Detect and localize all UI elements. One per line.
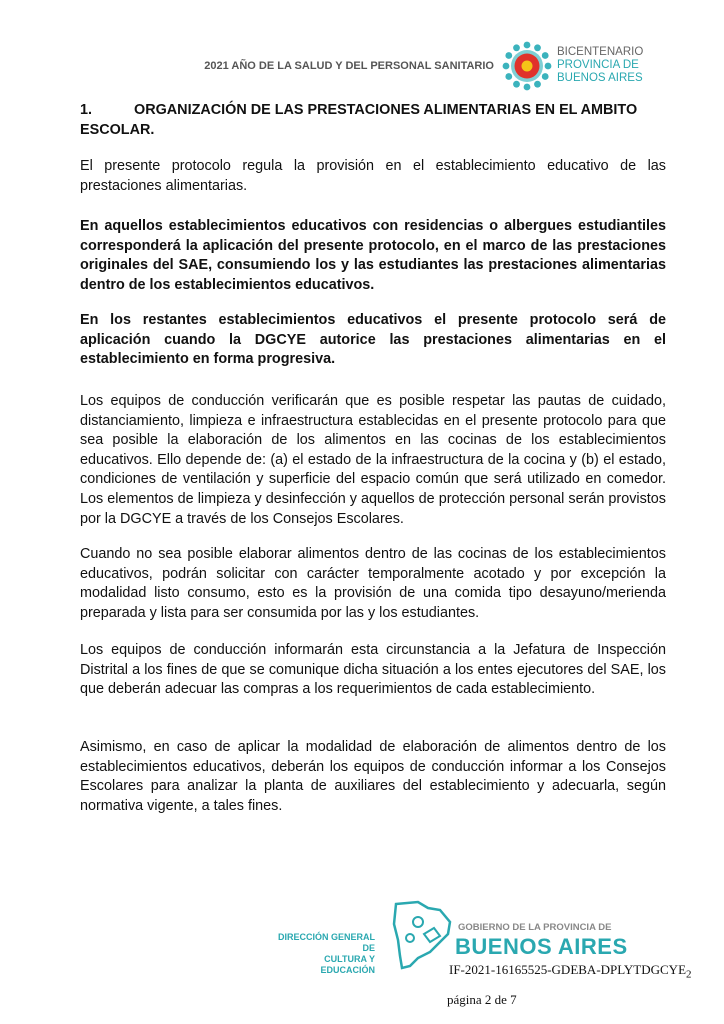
header-motto: 2021 AÑO DE LA SALUD Y DEL PERSONAL SANITARIO	[204, 60, 494, 72]
logo-line: PROVINCIA DE	[557, 59, 639, 71]
dgcye-logo-text	[268, 932, 375, 976]
page-number: página 2 de 7	[447, 992, 517, 1007]
paragraph: Los equipos de conducción verificarán que es posible respetar las pautas de cuidado, distanciamiento, limpieza e infraestructura establecidas en el presente protocolo para que sea posible la elaboración de los alimentos en las cocinas de los establecimientos educativos. Ello depende de: (a) el estado de la infraestructura de la cocina y (b) el estado, condiciones de ventilación y superficie del espacio común que será utilizado en comedor. Los elementos de limpieza y desinfección y aquellos de protección personal serán provistos por la DGCYE a través de los Consejos Escolares.	[80, 393, 666, 527]
logo-line: BUENOS AIRES	[557, 72, 643, 84]
logo-line: DIRECCIÓN GENERAL DE	[277, 932, 375, 953]
section-number: 1.	[80, 102, 93, 118]
section-title-text: ORGANIZACIÓN DE LAS PRESTACIONES ALIMENTARIAS EN EL AMBITO ESCOLAR.	[80, 102, 638, 138]
gobierno-logo-text: GOBIERNO DE LA PROVINCIA DE	[458, 922, 612, 933]
logo-line: BICENTENARIO	[557, 46, 644, 58]
bicentenario-logo-text	[557, 46, 643, 85]
document-id-sub: 2	[686, 968, 692, 981]
document-id-text: IF-2021-16165525-GDEBA-DPLYTDGCYE	[449, 962, 687, 977]
document-id	[449, 962, 692, 983]
paragraph: Cuando no sea posible elaborar alimentos dentro de las cocinas de los establecimientos educativos, podrán solicitar con carácter temporalmente acotado y por excepción la modalidad listo consumo, esto es la provisión de una comida tipo desayuno/merienda preparada y lista para ser consumida por las y los estudiantes.	[80, 546, 666, 621]
bicentenario-sun-logo	[502, 41, 552, 91]
paragraph: Asimismo, en caso de aplicar la modalidad de elaboración de alimentos dentro de los establecimientos educativos, deberán los equipos de conducción informar a los Consejos Escolares para analizar la planta de auxiliares del establecimiento y adecuarla, según normativa vigente, a tales fines.	[80, 739, 666, 814]
province-map-logo	[388, 900, 453, 970]
paragraph: En aquellos establecimientos educativos con residencias o albergues estudiantiles corresponderá la aplicación del presente protocolo, en el marco de las prestaciones originales del SAE, consumiendo los y las estudiantes las prestaciones alimentarias dentro de los establecimientos educativos.	[80, 218, 666, 293]
logo-line: CULTURA Y EDUCACIÓN	[320, 954, 375, 975]
paragraph: El presente protocolo regula la provisión en el establecimiento educativo de las prestaciones alimentarias.	[80, 158, 666, 194]
paragraph: En los restantes establecimientos educativos el presente protocolo será de aplicación cuando la DGCYE autorice las prestaciones alimentarias en el establecimiento en forma progresiva.	[80, 312, 666, 368]
buenos-aires-logo-text: BUENOS AIRES	[455, 934, 628, 959]
section-title	[80, 100, 666, 140]
paragraph: Los equipos de conducción informarán esta circunstancia a la Jefatura de Inspección Distrital a los fines de que se comunique dicha situación a los entes ejecutores del SAE, los que deberán adecuar las compras a los requerimientos de cada establecimiento.	[80, 642, 666, 698]
